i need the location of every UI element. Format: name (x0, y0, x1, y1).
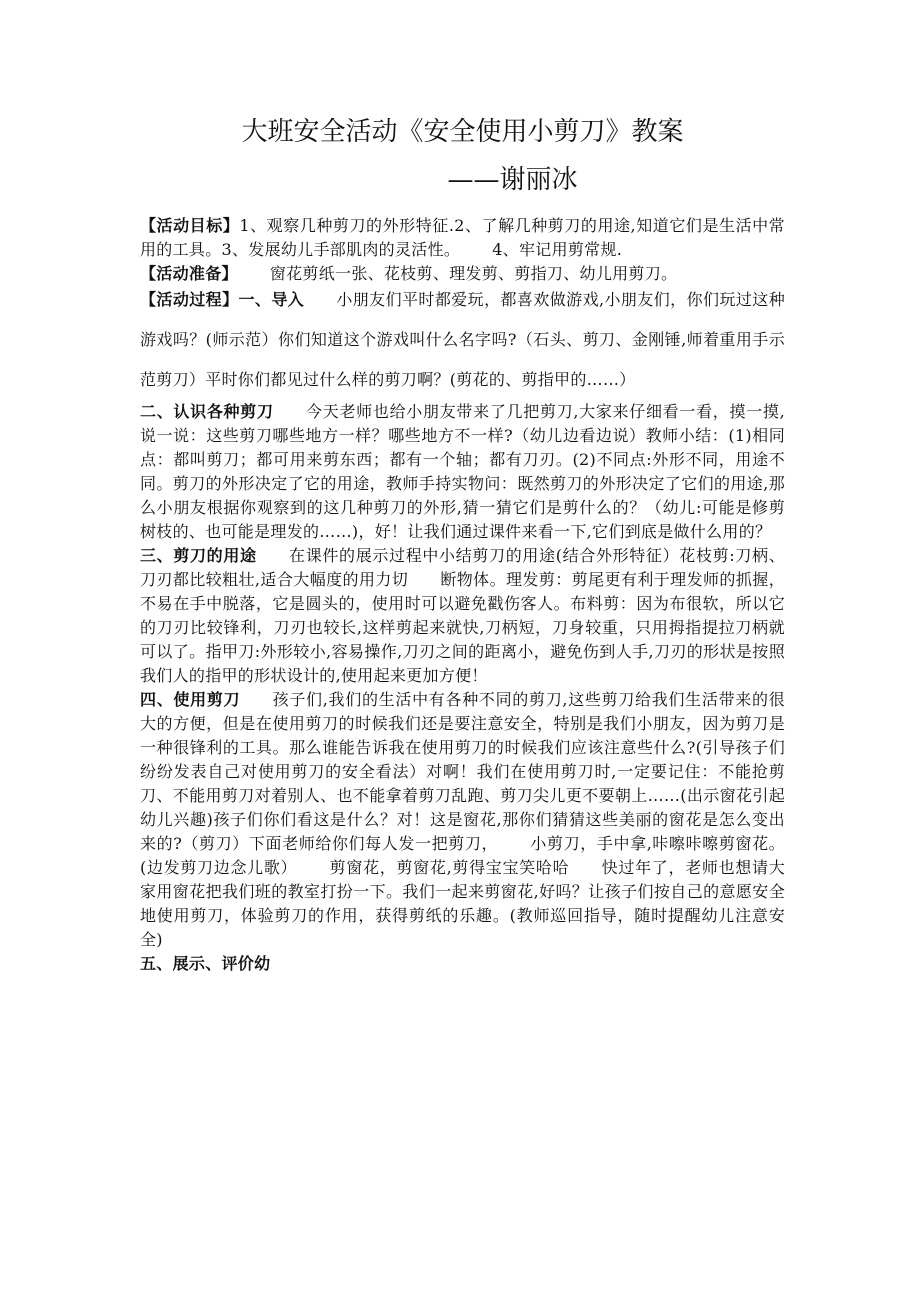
section4-text-a: 孩子们,我们的生活中有各种不同的剪刀,这些剪刀给我们生活带来的很大的方便，但是在使用剪刀的时候我们还是要注意安全，特别是我们小朋友，因为剪刀是一种很锋利的工具。那么谁能告诉我在使用剪刀的时候我们应该注意些什么?(引导孩子们纷纷发表自己对使用剪刀的安全看法）对啊！我们在使用剪刀时,一定要记住：不能抢剪刀、不能用剪刀对着别人、也不能拿着剪刀乱跑、剪刀尖儿更不要朝上……(出示窗花引起幼儿兴趣)孩子们你们看这是什么？对！这是窗花,那你们猜猜这些美丽的窗花是怎么变出来的?（剪刀）下面老师给你们每人发一把剪刀， (140, 690, 785, 853)
process-label: 【活动过程】 (140, 290, 239, 309)
section4-paragraph (140, 688, 785, 952)
section4-label: 四、使用剪刀 (140, 690, 241, 709)
document-author: ——谢丽冰 (447, 165, 578, 195)
document-title: 大班安全活动《安全使用小剪刀》教案 (241, 117, 684, 147)
step1-label: 一、导入 (238, 290, 305, 309)
section4-text-c: 剪窗花，剪窗花,剪得宝宝笑哈哈 (329, 858, 570, 877)
section4-text-b: 小剪刀，手中拿,咔嚓咔嚓剪窗花。(边发剪刀边念儿歌） (140, 834, 785, 877)
activity-goal-paragraph (140, 214, 785, 262)
section2-paragraph (140, 400, 785, 544)
section5-label: 五、展示、评价幼 (140, 954, 271, 973)
document-page (140, 112, 785, 976)
section5-paragraph (140, 952, 785, 976)
section2-text: 今天老师也给小朋友带来了几把剪刀,大家来仔细看一看，摸一摸,说一说：这些剪刀哪些地方一样？哪些地方不一样?（幼儿边看边说）教师小结：(1)相同点：都叫剪刀；都可用来剪东西；都有一个轴；都有刀刃。(2)不同点:外形不同，用途不同。剪刀的外形决定了它的用途，教师手持实物问：既然剪刀的外形决定了它们的用途,那么小朋友根据你观察到的这几种剪刀的外形,猜一猜它们是剪什么的？（幼儿:可能是修剪树枝的、也可能是理发的……)，好！让我们通过课件来看一下,它们到底是做什么用的？ (140, 402, 785, 541)
step1-text: 小朋友们平时都爱玩，都喜欢做游戏,小朋友们，你们玩过这种游戏吗？(师示范）你们知道这个游戏叫什么名字吗?（石头、剪刀、金刚锤,师着重用手示范剪刀）平时你们都见过什么样的剪刀啊？(剪花的、剪指甲的……） (140, 290, 785, 389)
goal-text-a: 1、观察几种剪刀的外形特征.2、了解几种剪刀的用途,知道它们是生活中常用的工具。3、发展幼儿手部肌肉的灵活性。 (140, 216, 785, 259)
section2-label: 二、认识各种剪刀 (140, 402, 274, 421)
prep-label: 【活动准备】 (140, 264, 238, 283)
activity-process-paragraph (140, 280, 785, 400)
section4-text-d: 快过年了，老师也想请大家用窗花把我们班的教室打扮一下。我们一起来剪窗花,好吗？让孩子们按自己的意愿安全地使用剪刀，体验剪刀的作用，获得剪纸的乐趣。(教师巡回指导，随时提醒幼儿注意安全) (140, 858, 785, 949)
section3-text-b: 断物体。理发剪：剪尾更有利于理发师的抓握，不易在手中脱落，它是圆头的，使用时可以避免戳伤客人。布料剪：因为布很软，所以它的刀刃比较锋利，刀刃也较长,这样剪起来就快,刀柄短，刀身较重，只用拇指提拉刀柄就可以了。指甲刀:外形较小,容易操作,刀刃之间的距离小，避免伤到人手,刀刃的形状是按照我们人的指甲的形状设计的,使用起来更加方便！ (140, 570, 785, 685)
section3-paragraph (140, 544, 785, 688)
section3-label: 三、剪刀的用途 (140, 546, 257, 565)
goal-label: 【活动目标】 (140, 216, 240, 235)
goal-text-b: 4、牢记用剪常规. (492, 240, 623, 259)
section3-text-a: 在课件的展示过程中小结剪刀的用途(结合外形特征）花枝剪:刀柄、刀刃都比较粗壮,适合大幅度的用力切 (140, 546, 785, 589)
prep-text: 窗花剪纸一张、花枝剪、理发剪、剪指刀、幼儿用剪刀。 (269, 264, 678, 283)
